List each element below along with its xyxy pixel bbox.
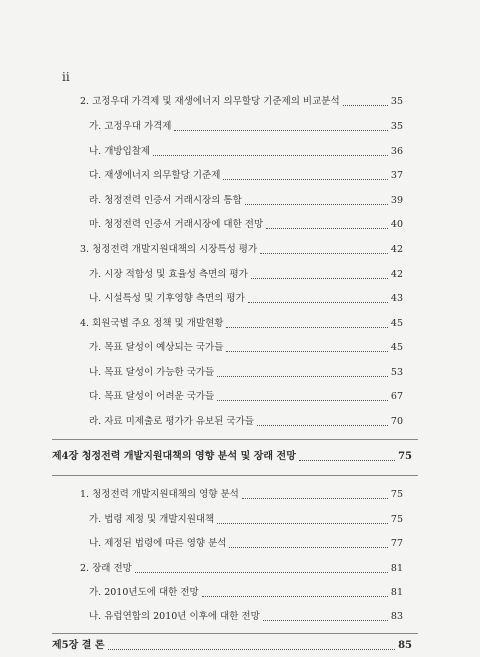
- leader-dots: [135, 571, 388, 573]
- toc-entry[interactable]: [89, 364, 403, 382]
- toc-entry[interactable]: [89, 339, 403, 357]
- toc-chapter-entry[interactable]: [52, 637, 412, 655]
- toc-entry-title: 가. 고정우대 가격제: [89, 121, 172, 132]
- toc-entry[interactable]: [89, 118, 403, 136]
- toc-entry[interactable]: [89, 266, 403, 284]
- leader-dots: [153, 154, 388, 156]
- toc-entry-page: 83: [390, 611, 403, 622]
- leader-dots: [108, 648, 396, 650]
- toc-entry-page: 85: [398, 640, 412, 651]
- toc-entry[interactable]: [89, 290, 403, 308]
- toc-entry-title: 라. 자료 미제출로 평가가 유보된 국가들: [89, 416, 254, 427]
- toc-entry-title: 2. 고정우대 가격제 및 재생에너지 의무할당 기준제의 비교분석: [80, 96, 340, 107]
- toc-entry[interactable]: [89, 143, 403, 161]
- toc-entry-title: 2. 장래 전망: [80, 563, 132, 574]
- leader-dots: [257, 424, 388, 426]
- leader-dots: [226, 350, 388, 352]
- toc-entry-page: 75: [390, 514, 403, 525]
- toc-entry[interactable]: [89, 192, 403, 210]
- leader-dots: [266, 227, 388, 229]
- toc-entry-page: 35: [390, 96, 403, 107]
- toc-entry-title: 나. 목표 달성이 가능한 국가들: [89, 367, 215, 378]
- page-number: ii: [62, 70, 70, 84]
- toc-entry[interactable]: [89, 584, 403, 602]
- toc-entry-title: 나. 유럽연합의 2010년 이후에 대한 전망: [89, 611, 260, 622]
- section-divider: [52, 633, 418, 634]
- leader-dots: [217, 375, 388, 377]
- leader-dots: [223, 178, 388, 180]
- toc-entry[interactable]: [89, 216, 403, 234]
- leader-dots: [217, 522, 388, 524]
- toc-entry-title: 제5장 결 론: [52, 640, 105, 651]
- toc-entry-title: 3. 청정전력 개발지원대책의 시장특성 평가: [80, 244, 258, 255]
- leader-dots: [217, 399, 388, 401]
- toc-entry-title: 가. 목표 달성이 예상되는 국가들: [89, 342, 224, 353]
- toc-entry-page: 42: [390, 269, 403, 280]
- section-divider: [52, 439, 418, 440]
- leader-dots: [242, 497, 388, 499]
- toc-entry-title: 가. 2010년도에 대한 전망: [89, 587, 199, 598]
- leader-dots: [245, 203, 388, 205]
- toc-entry-title: 1. 청정전력 개발지원대책의 영향 분석: [80, 489, 239, 500]
- leader-dots: [248, 301, 388, 303]
- toc-entry[interactable]: [89, 608, 403, 626]
- toc-entry-page: 43: [390, 293, 403, 304]
- toc-entry-page: 75: [390, 489, 403, 500]
- toc-entry-title: 다. 재생에너지 의무할당 기준제: [89, 170, 221, 181]
- toc-entry-title: 4. 회원국별 주요 정책 및 개발현황: [80, 318, 224, 329]
- leader-dots: [174, 129, 387, 131]
- toc-entry-title: 라. 청정전력 인증서 거래시장의 통합: [89, 195, 242, 206]
- toc-entry-title: 나. 시설특성 및 기후영향 측면의 평가: [89, 293, 245, 304]
- toc-entry-title: 가. 시장 적합성 및 효율성 측면의 평가: [89, 269, 248, 280]
- leader-dots: [263, 619, 388, 621]
- toc-entry-title: 마. 청정전력 인증서 거래시장에 대한 전망: [89, 219, 264, 230]
- toc-entry-page: 39: [390, 195, 403, 206]
- toc-entry[interactable]: [89, 167, 403, 185]
- toc-entry-page: 36: [390, 146, 403, 157]
- toc-entry-page: 40: [390, 219, 403, 230]
- toc-entry-page: 53: [390, 367, 403, 378]
- toc-entry[interactable]: [89, 413, 403, 431]
- leader-dots: [202, 595, 388, 597]
- toc-entry[interactable]: [89, 535, 403, 553]
- leader-dots: [343, 104, 388, 106]
- leader-dots: [299, 459, 395, 461]
- toc-entry-title: 나. 개방입찰제: [89, 146, 151, 157]
- toc-entry[interactable]: [89, 511, 403, 529]
- toc-entry-title: 가. 법령 제정 및 개발지원대책: [89, 514, 215, 525]
- toc-entry-page: 45: [390, 318, 403, 329]
- leader-dots: [226, 326, 387, 328]
- toc-entry-page: 81: [390, 587, 403, 598]
- toc-chapter-entry[interactable]: [52, 448, 412, 466]
- toc-entry-page: 81: [390, 563, 403, 574]
- toc-entry-page: 77: [390, 538, 403, 549]
- toc-entry-page: 67: [390, 391, 403, 402]
- toc-entry[interactable]: [80, 93, 403, 111]
- toc-entry[interactable]: [80, 560, 403, 578]
- section-divider: [52, 475, 418, 476]
- toc-entry-page: 45: [390, 342, 403, 353]
- toc-entry[interactable]: [80, 241, 403, 259]
- leader-dots: [251, 277, 388, 279]
- toc-entry-page: 42: [390, 244, 403, 255]
- leader-dots: [260, 252, 388, 254]
- toc-entry-title: 나. 제정된 법령에 따른 영향 분석: [89, 538, 227, 549]
- toc-entry[interactable]: [89, 388, 403, 406]
- toc-entry[interactable]: [80, 486, 403, 504]
- toc-entry-page: 75: [398, 451, 412, 462]
- toc-entry[interactable]: [80, 315, 403, 333]
- leader-dots: [229, 546, 387, 548]
- toc-entry-page: 35: [390, 121, 403, 132]
- toc-entry-page: 37: [390, 170, 403, 181]
- toc-entry-page: 70: [390, 416, 403, 427]
- toc-entry-title: 제4장 청정전력 개발지원대책의 영향 분석 및 장래 전망: [52, 451, 296, 462]
- toc-entry-title: 다. 목표 달성이 어려운 국가들: [89, 391, 215, 402]
